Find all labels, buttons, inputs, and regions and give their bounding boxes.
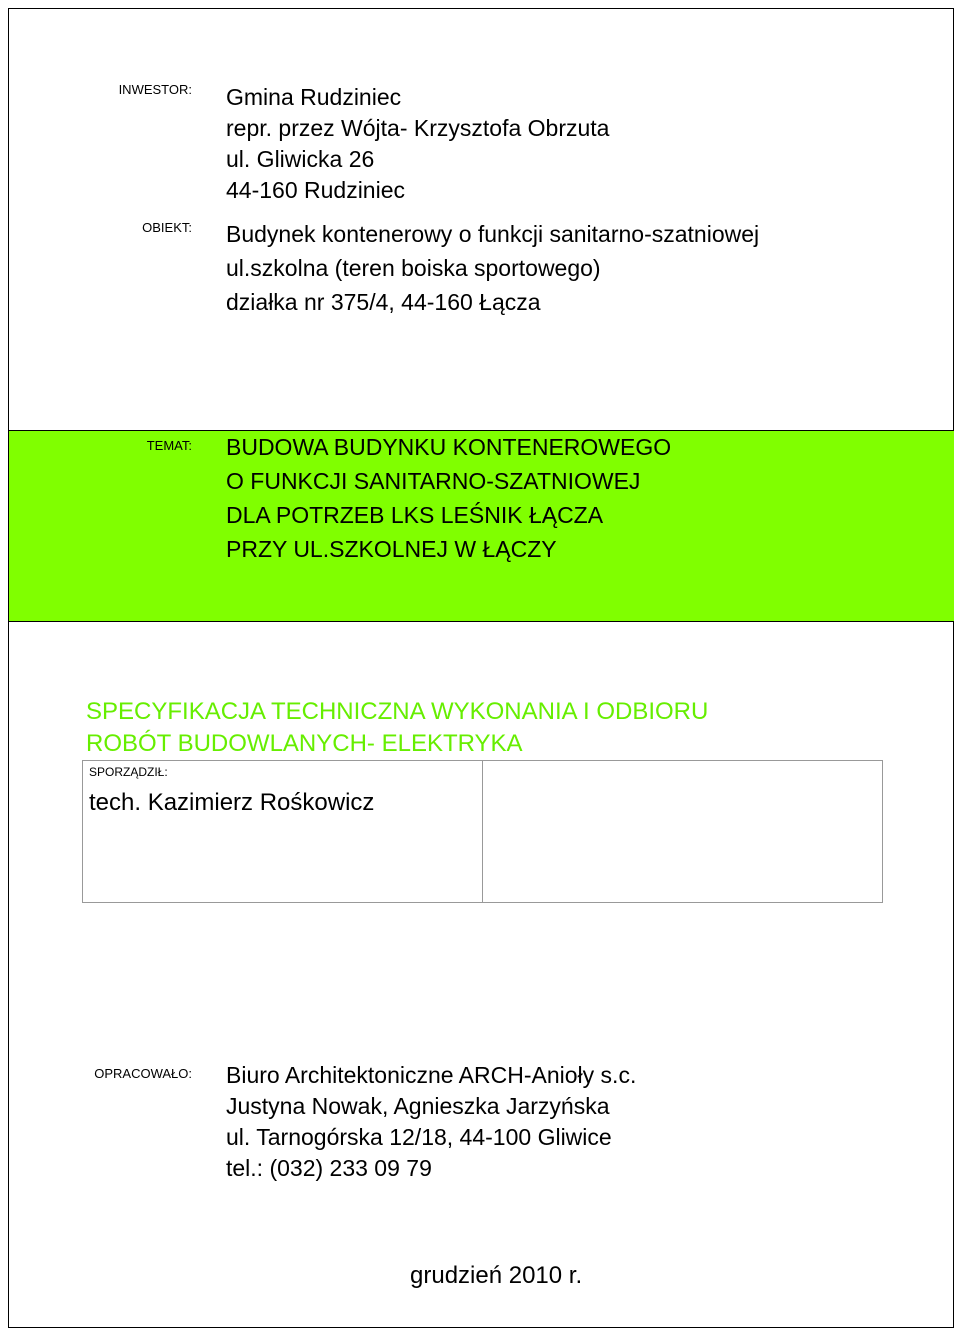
topic-block <box>226 430 671 566</box>
investor-line: repr. przez Wójta- Krzysztofa Obrzuta <box>226 115 610 141</box>
prepared-by-name: tech. Kazimierz Rośkowicz <box>89 789 375 816</box>
prepared-by-label: SPORZĄDZIŁ: <box>89 765 168 779</box>
investor-label: INWESTOR: <box>118 82 192 97</box>
topic-line: DLA POTRZEB LKS LEŚNIK ŁĄCZA <box>226 502 604 528</box>
topic-line: O FUNKCJI SANITARNO-SZATNIOWEJ <box>226 468 641 494</box>
object-block <box>226 217 759 319</box>
elaborated-line: Biuro Architektoniczne ARCH-Anioły s.c. <box>226 1062 637 1088</box>
object-line: Budynek kontenerowy o funkcji sanitarno-szatniowej <box>226 221 760 247</box>
investor-line: ul. Gliwicka 26 <box>226 146 375 172</box>
object-line: działka nr 375/4, 44-160 Łącza <box>226 289 541 315</box>
prepared-by-box <box>82 760 483 903</box>
elaborated-line: ul. Tarnogórska 12/18, 44-100 Gliwice <box>226 1124 612 1150</box>
topic-label: TEMAT: <box>146 438 192 453</box>
object-label: OBIEKT: <box>142 220 192 235</box>
specification-title <box>86 696 708 760</box>
elaborated-label: OPRACOWAŁO: <box>94 1066 192 1081</box>
specification-line: SPECYFIKACJA TECHNICZNA WYKONANIA I ODBIORU <box>86 698 709 725</box>
elaborated-line: tel.: (032) 233 09 79 <box>226 1155 432 1181</box>
document-date: grudzień 2010 r. <box>410 1262 583 1289</box>
elaborated-line: Justyna Nowak, Agnieszka Jarzyńska <box>226 1093 610 1119</box>
investor-line: 44-160 Rudziniec <box>226 177 406 203</box>
signature-box <box>482 760 883 903</box>
investor-block <box>226 80 609 207</box>
topic-line: PRZY UL.SZKOLNEJ W ŁĄCZY <box>226 536 557 562</box>
elaborated-block <box>226 1058 636 1185</box>
specification-line: ROBÓT BUDOWLANYCH- ELEKTRYKA <box>86 730 523 757</box>
investor-line: Gmina Rudziniec <box>226 84 402 110</box>
topic-line: BUDOWA BUDYNKU KONTENEROWEGO <box>226 434 672 460</box>
object-line: ul.szkolna (teren boiska sportowego) <box>226 255 601 281</box>
